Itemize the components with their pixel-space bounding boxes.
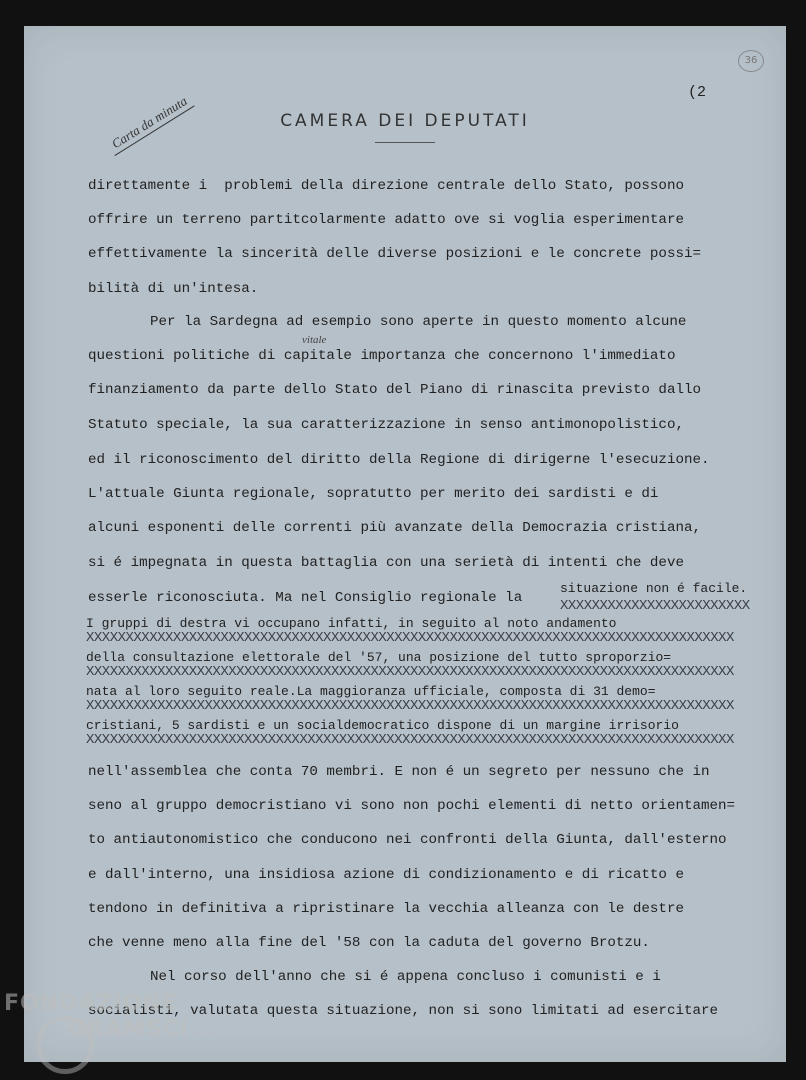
letterhead-rule — [375, 142, 435, 143]
text-line: che venne meno alla fine del '58 con la caduta del governo Brotzu. — [88, 935, 650, 951]
interlinear-text: cristiani, 5 sardisti e un socialdemocratico dispone di un margine irrisorio — [86, 718, 679, 733]
interlinear-text: nata al loro seguito reale.La maggioranza ufficiale, composta di 31 demo= — [86, 684, 656, 699]
text-line: alcuni esponenti delle correnti più avanzate della Democrazia cristiana, — [88, 520, 701, 536]
carta-da-minuta-stamp: Carta da minuta — [105, 91, 194, 156]
document-page — [24, 26, 786, 1062]
text-line: esserle riconosciuta. Ma nel Consiglio regionale la — [88, 590, 523, 606]
text-line: bilità di un'intesa. — [88, 281, 259, 297]
struck-text-line: XXXXXXXXXXXXXXXXXXXXXXXXXXXXXXXXXXXXXXXXXXXXXXXXXXXXXXXXXXXXXXXXXXXXXXXXXXXXXXXXXX — [86, 732, 734, 748]
text-line: finanziamento da parte dello Stato del Piano di rinascita previsto dallo — [88, 382, 701, 398]
interlinear-text: della consultazione elettorale del '57, una posizione del tutto sproporzio= — [86, 650, 672, 665]
struck-text-line: XXXXXXXXXXXXXXXXXXXXXXXX — [560, 598, 750, 614]
archive-number-stamp: 36 — [738, 50, 764, 72]
text-line: tendono in definitiva a ripristinare la vecchia alleanza con le destre — [88, 901, 684, 917]
struck-text-line: XXXXXXXXXXXXXXXXXXXXXXXXXXXXXXXXXXXXXXXXXXXXXXXXXXXXXXXXXXXXXXXXXXXXXXXXXXXXXXXXXX — [86, 698, 734, 714]
watermark-line-1: FONDAZIONE — [4, 991, 178, 1016]
handwritten-annotation: vitale — [302, 334, 327, 346]
text-line: offrire un terreno partitcolarmente adatto ove si voglia esperimentare — [88, 212, 684, 228]
text-line: direttamente i problemi della direzione centrale dello Stato, possono — [88, 178, 684, 194]
struck-text-line: XXXXXXXXXXXXXXXXXXXXXXXXXXXXXXXXXXXXXXXXXXXXXXXXXXXXXXXXXXXXXXXXXXXXXXXXXXXXXXXXXX — [86, 664, 734, 680]
interlinear-text: I gruppi di destra vi occupano infatti, in seguito al noto andamento — [86, 616, 617, 631]
page-number: (2 — [688, 84, 707, 101]
struck-text-line: XXXXXXXXXXXXXXXXXXXXXXXXXXXXXXXXXXXXXXXXXXXXXXXXXXXXXXXXXXXXXXXXXXXXXXXXXXXXXXXXXX — [86, 630, 734, 646]
text-line: ed il riconoscimento del diritto della Regione di dirigerne l'esecuzione. — [88, 452, 710, 468]
watermark-onlus: onlus — [193, 1029, 218, 1039]
text-line: nell'assemblea che conta 70 membri. E non é un segreto per nessuno che in — [88, 764, 710, 780]
text-line: socialisti, valutata questa situazione, non si sono limitati ad esercitare — [88, 1003, 719, 1019]
text-line: to antiautonomistico che conducono nei confronti della Giunta, dall'esterno — [88, 832, 727, 848]
text-line: Per la Sardegna ad esempio sono aperte in questo momento alcune — [150, 314, 687, 330]
interlinear-text: situazione non é facile. — [560, 581, 748, 596]
archive-watermark — [4, 991, 217, 1047]
text-line: questioni politiche di capitale importanza che concernono l'immediato — [88, 348, 676, 364]
watermark-line-2-text: GRAMSCI — [68, 1017, 190, 1042]
text-line: Statuto speciale, la sua caratterizzazione in senso antimonopolistico, — [88, 417, 684, 433]
text-line: e dall'interno, una insidiosa azione di condizionamento e di ricatto e — [88, 867, 684, 883]
text-line: L'attuale Giunta regionale, sopratutto per merito dei sardisti e di — [88, 486, 659, 502]
text-line: effettivamente la sincerità delle diverse posizioni e le concrete possi= — [88, 246, 701, 262]
text-line: Nel corso dell'anno che si é appena concluso i comunisti e i — [150, 969, 661, 985]
watermark-line-2 — [4, 1017, 217, 1047]
text-line: si é impegnata in questa battaglia con una serietà di intenti che deve — [88, 555, 684, 571]
text-line: seno al gruppo democristiano vi sono non pochi elementi di netto orientamen= — [88, 798, 736, 814]
letterhead-title: CAMERA DEI DEPUTATI — [280, 111, 530, 131]
